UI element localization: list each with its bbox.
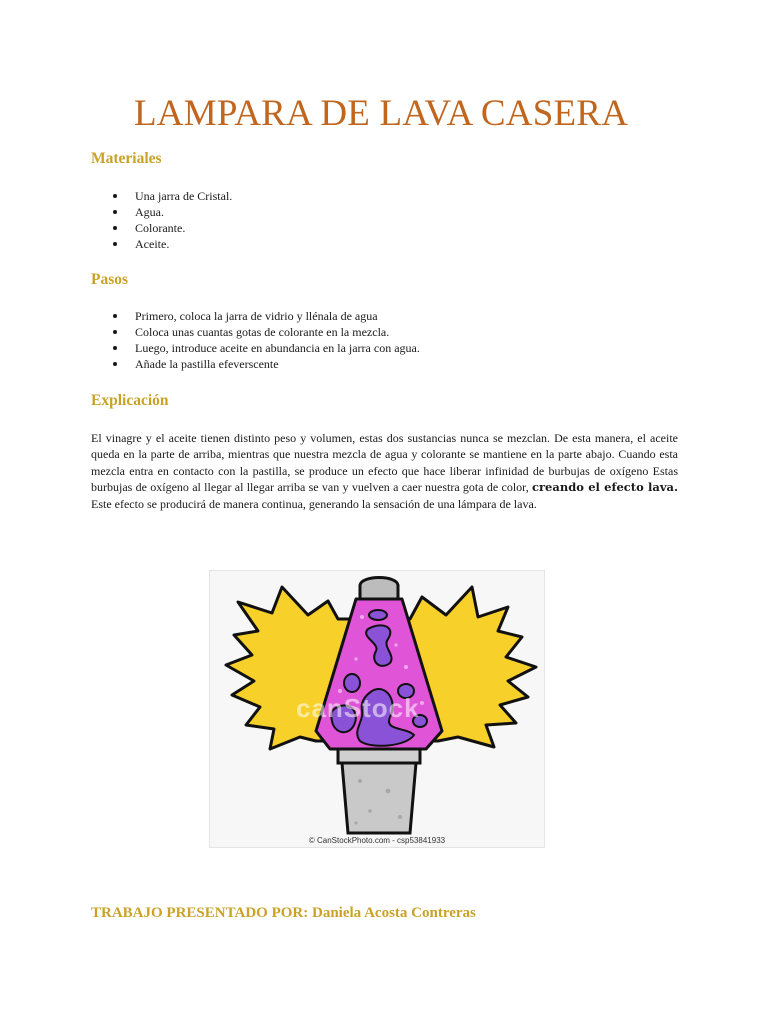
steps-heading: Pasos bbox=[91, 271, 129, 288]
materials-heading: Materiales bbox=[91, 150, 162, 167]
lamp-base bbox=[342, 763, 416, 833]
lamp-base-ring bbox=[338, 749, 420, 763]
list-item: Coloca unas cuantas gotas de colorante en la mezcla. bbox=[110, 324, 420, 340]
lamp-cap bbox=[360, 578, 398, 600]
explanation-text-end: Este efecto se producirá de manera continua, generando la sensación de una lámpara de lava. bbox=[91, 496, 537, 511]
list-item: Aceite. bbox=[110, 236, 232, 252]
explanation-heading: Explicación bbox=[91, 392, 169, 409]
list-item: Añade la pastilla efeverscente bbox=[110, 356, 420, 372]
materials-list bbox=[110, 188, 232, 252]
image-credit: © CanStockPhoto.com - csp53841933 bbox=[308, 836, 446, 845]
explanation-paragraph bbox=[91, 430, 678, 512]
list-item: Agua. bbox=[110, 204, 232, 220]
watermark-logo: canStock bbox=[296, 693, 420, 723]
steps-list bbox=[110, 308, 420, 372]
list-item: Una jarra de Cristal. bbox=[110, 188, 232, 204]
list-item: Colorante. bbox=[110, 220, 232, 236]
author-name: Daniela Acosta Contreras bbox=[312, 905, 476, 921]
list-item: Primero, coloca la jarra de vidrio y llénala de agua bbox=[110, 308, 420, 324]
explanation-bold-text: creando el efecto lava. bbox=[532, 480, 679, 495]
explanation-text: El vinagre y el aceite tienen distinto peso y volumen, estas dos sustancias nunca se mezclan. De esta manera, el aceite queda en la parte de arriba, mientras que nuestra mezcla de agua y colorante se mantiene en la parte abajo. Cuando esta mezcla entra en contacto con la pastilla, se produce un efecto que hace liberar infinidad de burbujas de oxígeno Estas burbujas de oxígeno al llegar al llegar arriba se van y vuelven a caer nuestra gota de color, bbox=[91, 431, 678, 495]
author-line bbox=[91, 905, 476, 922]
page-title: LAMPARA DE LAVA CASERA bbox=[134, 93, 629, 134]
author-label: TRABAJO PRESENTADO POR: bbox=[91, 905, 309, 921]
lava-lamp-illustration bbox=[210, 571, 544, 847]
list-item: Luego, introduce aceite en abundancia en la jarra con agua. bbox=[110, 340, 420, 356]
